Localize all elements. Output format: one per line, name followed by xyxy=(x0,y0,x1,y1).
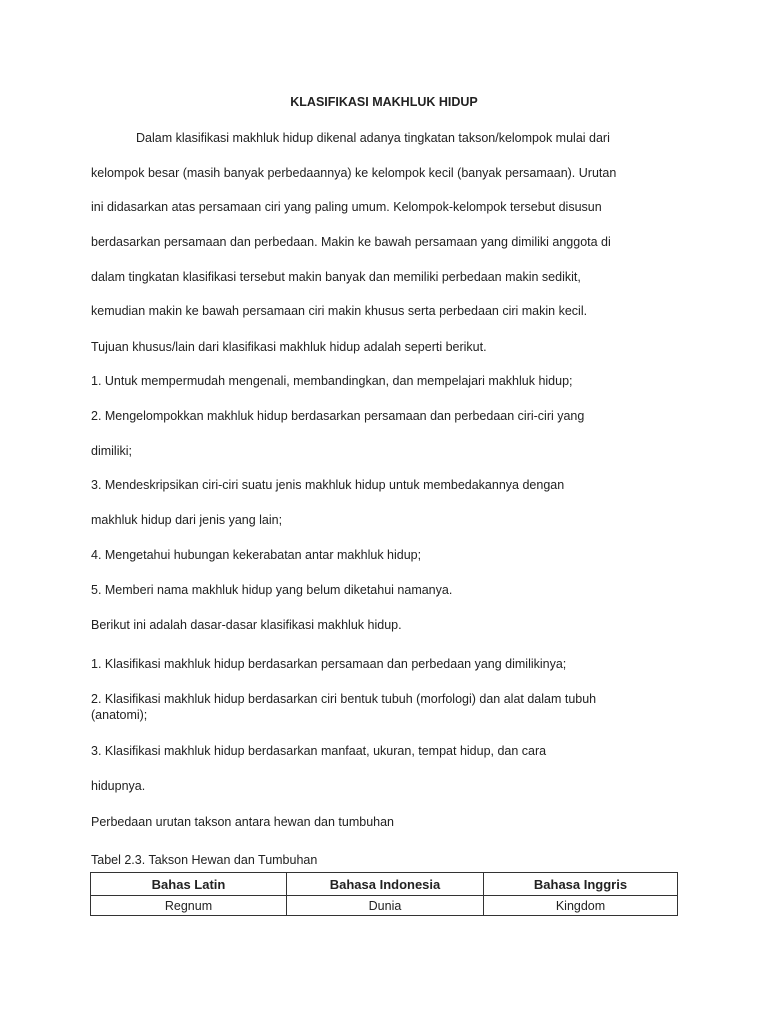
paragraph-line: kelompok besar (masih banyak perbedaannya) ke kelompok kecil (banyak persamaan). Urutan xyxy=(91,166,617,180)
paragraph-line: berdasarkan persamaan dan perbedaan. Makin ke bawah persamaan yang dimiliki anggota di xyxy=(91,235,611,249)
list-item: hidupnya. xyxy=(91,779,146,793)
list-item: 4. Mengetahui hubungan kekerabatan antar makhluk hidup; xyxy=(91,548,422,562)
table-cell: Dunia xyxy=(287,896,484,916)
paragraph-line: kemudian makin ke bawah persamaan ciri makin khusus serta perbedaan ciri makin kecil. xyxy=(91,304,588,318)
list-item: makhluk hidup dari jenis yang lain; xyxy=(91,513,283,527)
table-cell: Kingdom xyxy=(484,896,678,916)
takson-table xyxy=(90,872,678,916)
paragraph-line: dalam tingkatan klasifikasi tersebut makin banyak dan memiliki perbedaan makin sedikit, xyxy=(91,270,581,284)
list-item: 5. Memberi nama makhluk hidup yang belum diketahui namanya. xyxy=(91,583,453,597)
paragraph-line: Tujuan khusus/lain dari klasifikasi makhluk hidup adalah seperti berikut. xyxy=(91,340,487,354)
column-header: Bahasa Indonesia xyxy=(287,873,484,896)
list-item: 1. Untuk mempermudah mengenali, membandingkan, dan mempelajari makhluk hidup; xyxy=(91,374,573,388)
table-row xyxy=(91,896,678,916)
list-item: 3. Klasifikasi makhluk hidup berdasarkan manfaat, ukuran, tempat hidup, dan cara xyxy=(91,744,547,758)
list-item: dimiliki; xyxy=(91,444,132,458)
list-item: 2. Mengelompokkan makhluk hidup berdasarkan persamaan dan perbedaan ciri-ciri yang xyxy=(91,409,585,423)
page-title: KLASIFIKASI MAKHLUK HIDUP xyxy=(290,95,478,109)
table-header-row xyxy=(91,873,678,896)
list-item: 3. Mendeskripsikan ciri-ciri suatu jenis makhluk hidup untuk membedakannya dengan xyxy=(91,478,565,492)
list-item: 2. Klasifikasi makhluk hidup berdasarkan ciri bentuk tubuh (morfologi) dan alat dalam tubuh (anatomi); xyxy=(91,692,597,722)
list-item: 1. Klasifikasi makhluk hidup berdasarkan persamaan dan perbedaan yang dimilikinya; xyxy=(91,657,567,671)
table-caption: Tabel 2.3. Takson Hewan dan Tumbuhan xyxy=(91,853,318,867)
column-header: Bahasa Inggris xyxy=(484,873,678,896)
table-cell: Regnum xyxy=(91,896,287,916)
column-header: Bahas Latin xyxy=(91,873,287,896)
paragraph-line: Berikut ini adalah dasar-dasar klasifikasi makhluk hidup. xyxy=(91,618,402,632)
paragraph-line: ini didasarkan atas persamaan ciri yang paling umum. Kelompok-kelompok tersebut disusun xyxy=(91,200,602,214)
paragraph-line: Dalam klasifikasi makhluk hidup dikenal adanya tingkatan takson/kelompok mulai dari xyxy=(136,131,610,145)
paragraph-line: Perbedaan urutan takson antara hewan dan tumbuhan xyxy=(91,815,395,829)
